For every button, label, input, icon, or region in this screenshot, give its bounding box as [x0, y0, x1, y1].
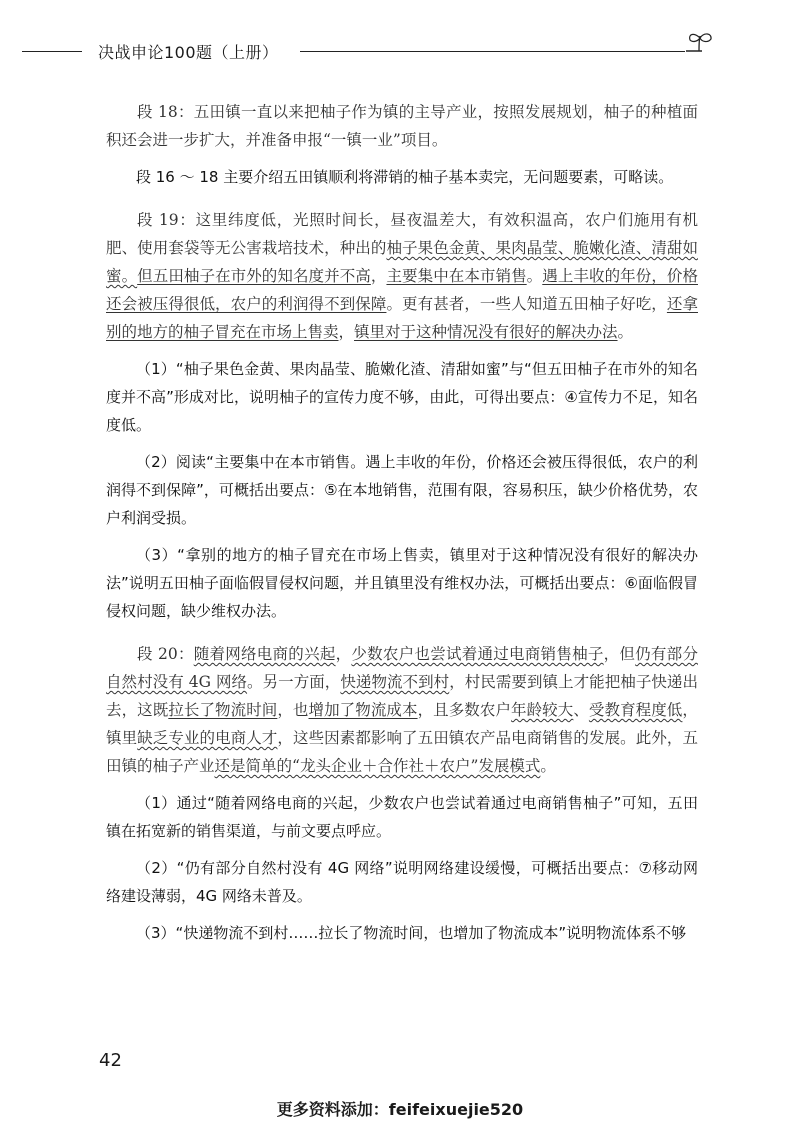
sprout-icon	[682, 30, 716, 64]
p20-text-k: ，也	[277, 701, 309, 719]
paragraph-20	[106, 640, 698, 780]
p20-text-s: ，这些因素都影响了五田镇农产品电商销售的发展。此外，五田镇的柚子产业	[106, 729, 698, 775]
p20-text-q: ，镇里	[106, 701, 698, 747]
p19-text-d: ，	[370, 267, 387, 285]
p19-underline-c: 但五田柚子在市外的知名度并不高	[137, 267, 371, 285]
paragraph-19	[106, 206, 698, 346]
p20-underline-r: 缺乏专业的电商人才	[137, 729, 278, 747]
p19-underline-e: 主要集中在本市销售	[386, 267, 527, 285]
p20-text-i: ，村民需要到镇上才能把柚子快递出去，这既	[106, 673, 698, 719]
p20-text-u: 。	[540, 757, 556, 775]
p19-text-a: 段 19：这里纬度低，光照时间长，昼夜温差大，有效积温高，农户们施用有机肥、使用套袋等无公害栽培技术，种出的	[106, 211, 698, 257]
note-19-3: （3）“拿别的地方的柚子冒充在市场上售卖，镇里对于这种情况没有很好的解决办法”说明五田柚子面临假冒侵权问题，并且镇里没有维权办法，可概括出要点：⑥面临假冒侵权问题，缺少维权办法。	[106, 546, 698, 620]
p20-underline-f: 仍有部分自然村没有 4G 网络	[106, 645, 698, 691]
note-20-3: （3）“快递物流不到村……拉长了物流时间，也增加了物流成本”说明物流体系不够	[136, 924, 687, 942]
p20-underline-n: 年龄较大	[511, 701, 574, 719]
p20-underline-b: 随着网络电商的兴起	[193, 645, 336, 663]
page-body	[106, 98, 698, 956]
note-19-1: （1）“柚子果色金黄、果肉晶莹、脆嫩化渣、清甜如蜜”与“但五田柚子在市外的知名度并不高”形成对比，说明柚子的宣传力度不够，由此，可得出要点：④宣传力不足，知名度低。	[106, 360, 698, 434]
footer-contact: 更多资料添加：feifeixuejie520	[276, 1100, 524, 1119]
p20-text-c: ，	[335, 645, 352, 663]
p20-text-e: ，但	[603, 645, 636, 663]
header-rule-left	[22, 51, 82, 52]
p19-underline-k: 镇里对于这种情况没有很好的解决办法	[354, 323, 618, 341]
p19-text-l: 。	[617, 323, 634, 341]
paragraph-18: 段 18：五田镇一直以来把柚子作为镇的主导产业，按照发展规划，柚子的种植面积还会进一步扩大，并准备申报“一镇一业”项目。	[106, 103, 698, 149]
p19-text-f: 。	[526, 267, 543, 285]
note-20-2: （2）“仍有部分自然村没有 4G 网络”说明网络建设缓慢，可概括出要点：⑦移动网络建设薄弱，4G 网络未普及。	[106, 859, 698, 905]
p19-underline-i: 还拿别的地方的柚子冒充在市场上售卖	[106, 295, 698, 341]
page-number: 42	[99, 1050, 122, 1071]
header-rule-right	[300, 51, 685, 52]
p20-underline-h: 快递物流不到村	[340, 673, 450, 691]
running-header	[0, 30, 800, 70]
p20-underline-d: 少数农户也尝试着通过电商销售柚子	[351, 645, 604, 663]
p20-underline-j: 拉长了物流时间	[168, 701, 278, 719]
p19-text-j: ，	[338, 323, 355, 341]
book-title: 决战申论100题（上册）	[98, 43, 279, 62]
p20-text-o: 、	[573, 701, 589, 719]
p19-underline-b: 柚子果色金黄、果肉晶莹、脆嫩化渣、清甜如蜜。	[106, 239, 698, 285]
p20-underline-l: 增加了物流成本	[308, 701, 418, 719]
p19-underline-g: 遇上丰收的年份，价格还会被压得很低，农户的利润得不到保障	[106, 267, 698, 313]
note-20-1: （1）通过“随着网络电商的兴起，少数农户也尝试着通过电商销售柚子”可知，五田镇在拓宽新的销售渠道，与前文要点呼应。	[106, 794, 698, 840]
p20-text-m: ，且多数农户	[417, 701, 512, 719]
note-19-2: （2）阅读“主要集中在本市销售。遇上丰收的年份，价格还会被压得很低，农户的利润得不到保障”，可概括出要点：⑤在本地销售，范围有限，容易积压，缺少价格优势，农户利润受损。	[106, 453, 698, 527]
note-16-18: 段 16 ～ 18 主要介绍五田镇顺利将滞销的柚子基本卖完，无问题要素，可略读。	[136, 168, 674, 186]
p20-text-g: 。另一方面，	[247, 673, 341, 691]
p19-text-h: 。更有甚者，一些人知道五田柚子好吃，	[386, 295, 667, 313]
p20-underline-p: 受教育程度低	[588, 701, 683, 719]
p20-underline-t: 还是简单的“龙头企业＋合作社＋农户”发展模式	[214, 757, 541, 775]
p20-text-a: 段 20：	[137, 645, 194, 663]
